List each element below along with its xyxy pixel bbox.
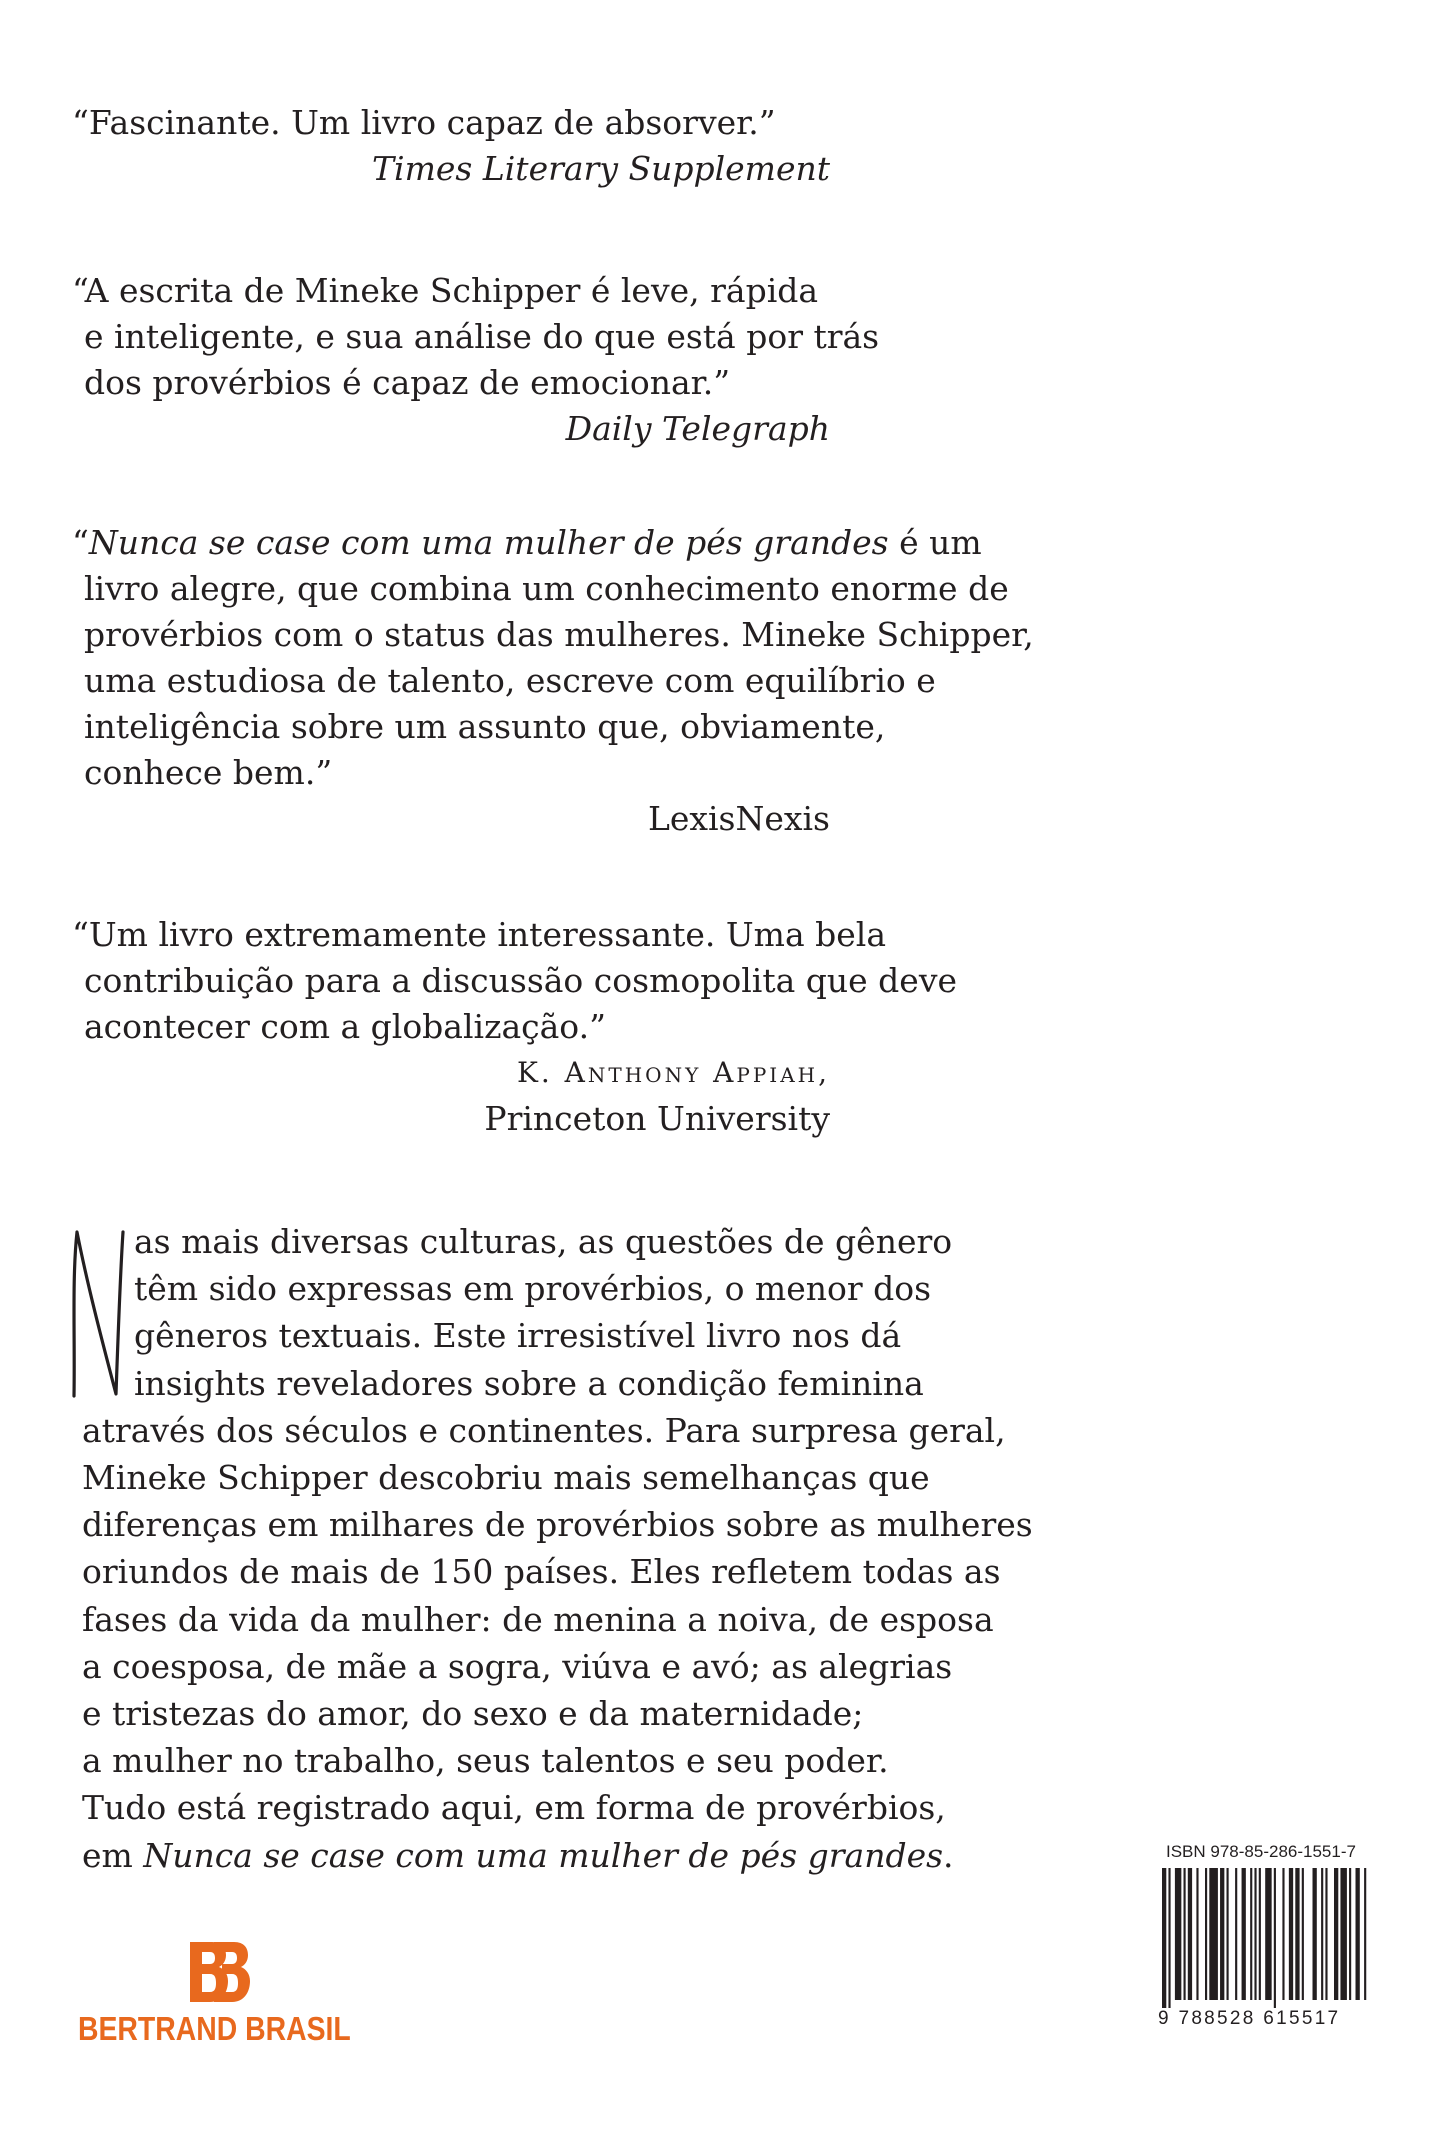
synopsis-fragment: em (82, 1835, 144, 1875)
barcode-bar (1356, 1868, 1360, 2000)
barcode-bar (1250, 1868, 1252, 2000)
review-quote-3 (72, 520, 1034, 842)
quote-first-line: “Nunca se case com uma mulher de pés grandes é um (72, 523, 982, 562)
book-title-italic: Nunca se case com uma mulher de pés grandes (88, 523, 889, 562)
review-quote-2 (72, 268, 932, 452)
synopsis-line: têm sido expressas em provérbios, o menor dos (134, 1269, 932, 1309)
synopsis-line: Tudo está registrado aqui, em forma de provérbios, (82, 1788, 946, 1828)
synopsis-line: as mais diversas culturas, as questões de gênero (134, 1222, 953, 1261)
barcode-bar (1196, 1868, 1198, 2000)
quote-text-line: provérbios com o status das mulheres. Mineke Schipper, (84, 615, 1034, 654)
quote-source: Times Literary Supplement (372, 149, 830, 188)
barcode-bar (1265, 1868, 1271, 2000)
quote-text-line: dos provérbios é capaz de emocionar.” (84, 363, 731, 402)
barcode-bar (1325, 1868, 1327, 2000)
barcode-bar (1334, 1868, 1338, 2000)
dropcap-n (68, 1228, 130, 1398)
quote-text-line: livro alegre, que combina um conhecimento enorme de (84, 569, 1009, 608)
synopsis-fragment: . (943, 1835, 954, 1875)
barcode-bar (1162, 1868, 1166, 2008)
barcode-bar (1227, 1868, 1229, 2000)
barcode-bar (1364, 1868, 1366, 2000)
barcode-bar (1188, 1868, 1192, 2000)
synopsis-line: diferenças em milhares de provérbios sobre as mulheres (82, 1505, 1033, 1545)
barcode-bar (1302, 1868, 1304, 2000)
synopsis-line: gêneros textuais. Este irresistível livro nos dá (134, 1316, 902, 1356)
publisher-name: BERTRAND BRASIL (78, 2010, 351, 2047)
synopsis-line: fases da vida da mulher: de menina a noiva, de esposa (82, 1599, 994, 1639)
quote-text-line: e inteligente, e sua análise do que está por trás (84, 317, 880, 356)
quote-text-line: uma estudiosa de talento, escreve com equilíbrio e (84, 661, 936, 700)
barcode-bar (1209, 1868, 1218, 2000)
barcode-bar (1259, 1868, 1261, 2000)
barcode-bar (1289, 1868, 1293, 2000)
barcode-digits: 9 788528 615517 (1158, 2008, 1341, 2029)
quote-text-line: “Fascinante. Um livro capaz de absorver.” (72, 103, 776, 142)
barcode-bar (1184, 1868, 1186, 2000)
review-quote-1 (72, 100, 932, 192)
isbn-barcode (1158, 1842, 1372, 2042)
quote-text-line: contribuição para a discussão cosmopolita que deve (84, 961, 957, 1000)
barcode-bar (1295, 1868, 1299, 2000)
barcode-bar (1220, 1868, 1224, 2000)
synopsis-line: a coesposa, de mãe a sogra, viúva e avó; as alegrias (82, 1646, 953, 1686)
barcode-bar (1282, 1868, 1284, 2000)
quote-text-line: acontecer com a globalização.” (84, 1007, 606, 1046)
synopsis-line: através dos séculos e continentes. Para surpresa geral, (82, 1410, 1006, 1450)
barcode-bar (1242, 1868, 1246, 2000)
synopsis-line: a mulher no trabalho, seus talentos e seu poder. (82, 1741, 889, 1781)
barcode-bar (1205, 1868, 1207, 2000)
quote-text-line: “A escrita de Mineke Schipper é leve, rápida (72, 271, 819, 310)
barcode-bar (1175, 1868, 1181, 2000)
barcode-bar (1235, 1868, 1237, 2000)
quote-source: LexisNexis (647, 799, 830, 838)
barcode-bar (1254, 1868, 1256, 2000)
barcode-bar (1274, 1868, 1276, 2008)
barcode-bar (1321, 1868, 1323, 2000)
synopsis-line: oriundos de mais de 150 países. Eles refletem todas as (82, 1552, 1001, 1592)
barcode-bar (1313, 1868, 1317, 2000)
bertrand-brasil-bb-logo-icon (188, 1940, 252, 2004)
book-title-italic: Nunca se case com uma mulher de pés grandes (143, 1835, 944, 1875)
review-quote-4 (72, 912, 957, 1142)
quote-source-name: K. Anthony Appiah, (516, 1056, 830, 1089)
isbn-label: ISBN 978-85-286-1551-7 (1166, 1842, 1356, 1861)
barcode-bars (1158, 1868, 1372, 2008)
synopsis (82, 1218, 1033, 1879)
publisher-logo (78, 1940, 368, 2060)
synopsis-line: insights reveladores sobre a condição feminina (134, 1363, 924, 1403)
synopsis-line: e tristezas do amor, do sexo e da maternidade; (82, 1694, 864, 1734)
quote-text-line: inteligência sobre um assunto que, obviamente, (84, 707, 886, 746)
quote-source: Daily Telegraph (565, 409, 830, 448)
barcode-bar (1349, 1868, 1351, 2000)
barcode-bar (1168, 1868, 1170, 2008)
quote-source-affiliation: Princeton University (484, 1099, 830, 1138)
quote-text-line: “Um livro extremamente interessante. Uma bela (72, 915, 886, 954)
quote-text-fragment: é um (888, 523, 982, 562)
quote-text-line: conhece bem.” (84, 753, 333, 792)
barcode-bar (1340, 1868, 1346, 2000)
synopsis-last-line (82, 1832, 982, 1879)
synopsis-line: Mineke Schipper descobriu mais semelhanças que (82, 1458, 930, 1498)
